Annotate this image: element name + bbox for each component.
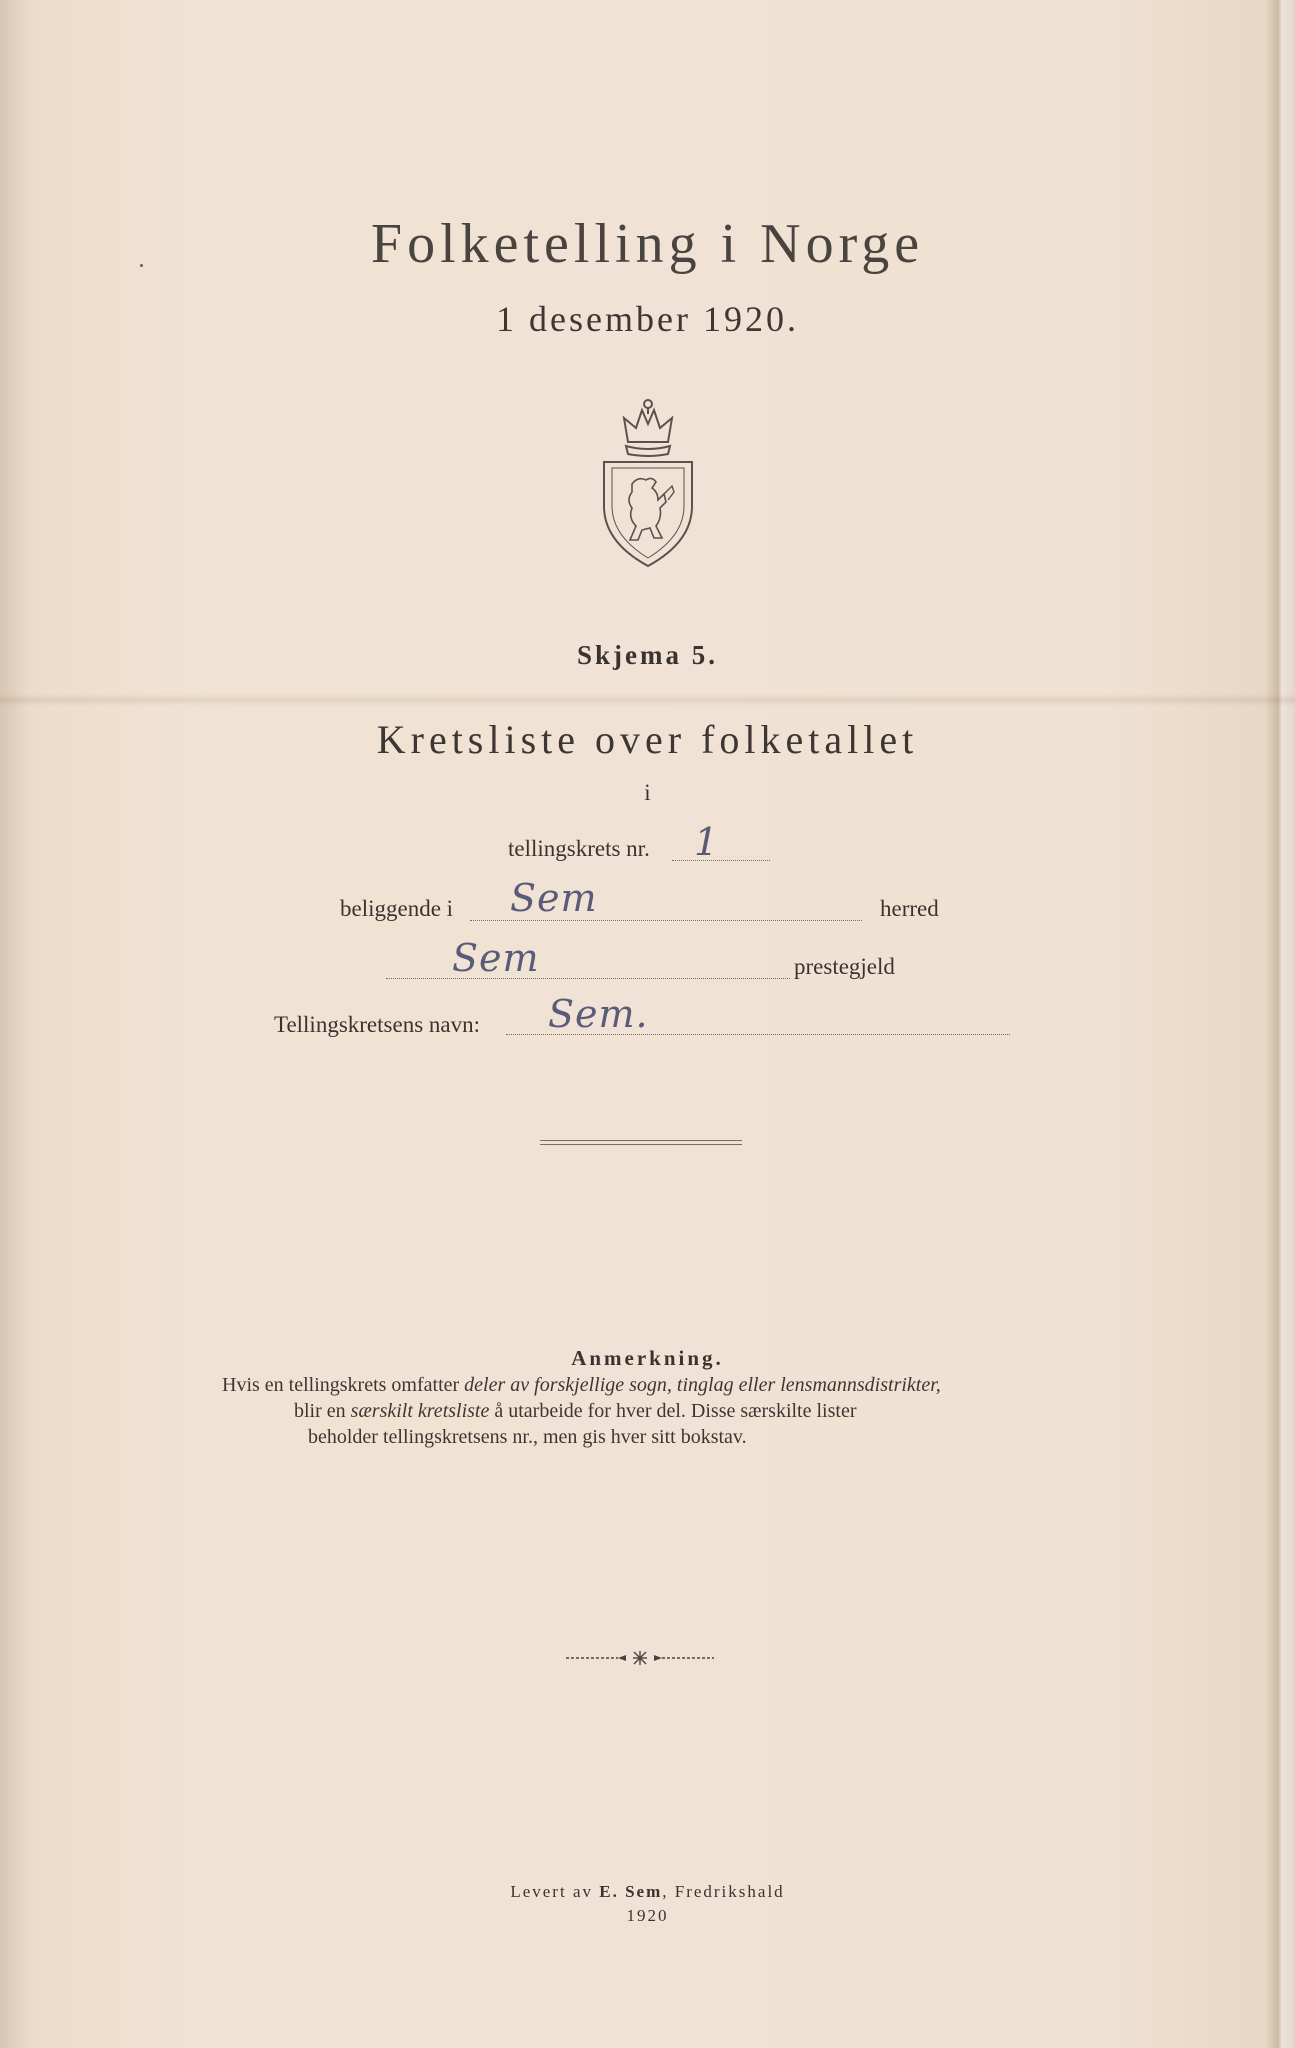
note-line-2 xyxy=(294,1400,856,1423)
census-date: 1 desember 1920. xyxy=(496,299,799,339)
beliggende-line xyxy=(470,920,862,921)
note-line-1-italic: deler av forskjellige sogn, tinglag eller lensmannsdistrikter, xyxy=(464,1374,941,1396)
paper-fold xyxy=(0,694,1295,706)
prestegjeld-label: prestegjeld xyxy=(794,954,895,979)
printer-credit xyxy=(0,1882,1295,1902)
coat-of-arms-icon xyxy=(592,396,704,577)
printer-year: 1920 xyxy=(626,1906,669,1925)
ornament-divider-icon xyxy=(560,1648,720,1673)
navn-label: Tellingskretsens navn: xyxy=(274,1012,480,1037)
note-line-2-plain: blir en xyxy=(294,1400,351,1422)
conjunction-text: i xyxy=(644,780,651,805)
krets-line xyxy=(672,860,770,861)
note-line-1 xyxy=(222,1374,941,1397)
beliggende-label: beliggende i xyxy=(340,896,454,921)
herred-label: herred xyxy=(880,896,939,921)
beliggende-value: Sem xyxy=(510,876,598,920)
divider-rule xyxy=(540,1144,742,1145)
divider-rule xyxy=(540,1140,742,1141)
schema-number: Skjema 5. xyxy=(577,640,718,670)
note-heading: Anmerkning. xyxy=(571,1346,724,1370)
printer-name: E. Sem xyxy=(599,1882,663,1901)
note-line-2-italic: særskilt kretsliste xyxy=(350,1400,490,1422)
prestegjeld-value: Sem xyxy=(452,936,540,980)
printer-city: , Fredrikshald xyxy=(662,1882,785,1901)
prestegjeld-line xyxy=(386,978,790,979)
document-title: Folketelling i Norge xyxy=(370,213,925,275)
note-line-1-plain: Hvis en tellingskrets omfatter xyxy=(222,1374,465,1396)
printer-prefix: Levert av xyxy=(510,1882,600,1901)
krets-value: 1 xyxy=(694,820,720,864)
navn-value: Sem. xyxy=(548,992,649,1036)
krets-label: tellingskrets nr. xyxy=(508,836,650,861)
note-line-2-rest: å utarbeide for hver del. Disse særskilte lister xyxy=(489,1400,857,1422)
form-heading: Kretsliste over folketallet xyxy=(376,717,919,762)
note-line-3: beholder tellingskretsens nr., men gis hver sitt bokstav. xyxy=(308,1426,747,1448)
